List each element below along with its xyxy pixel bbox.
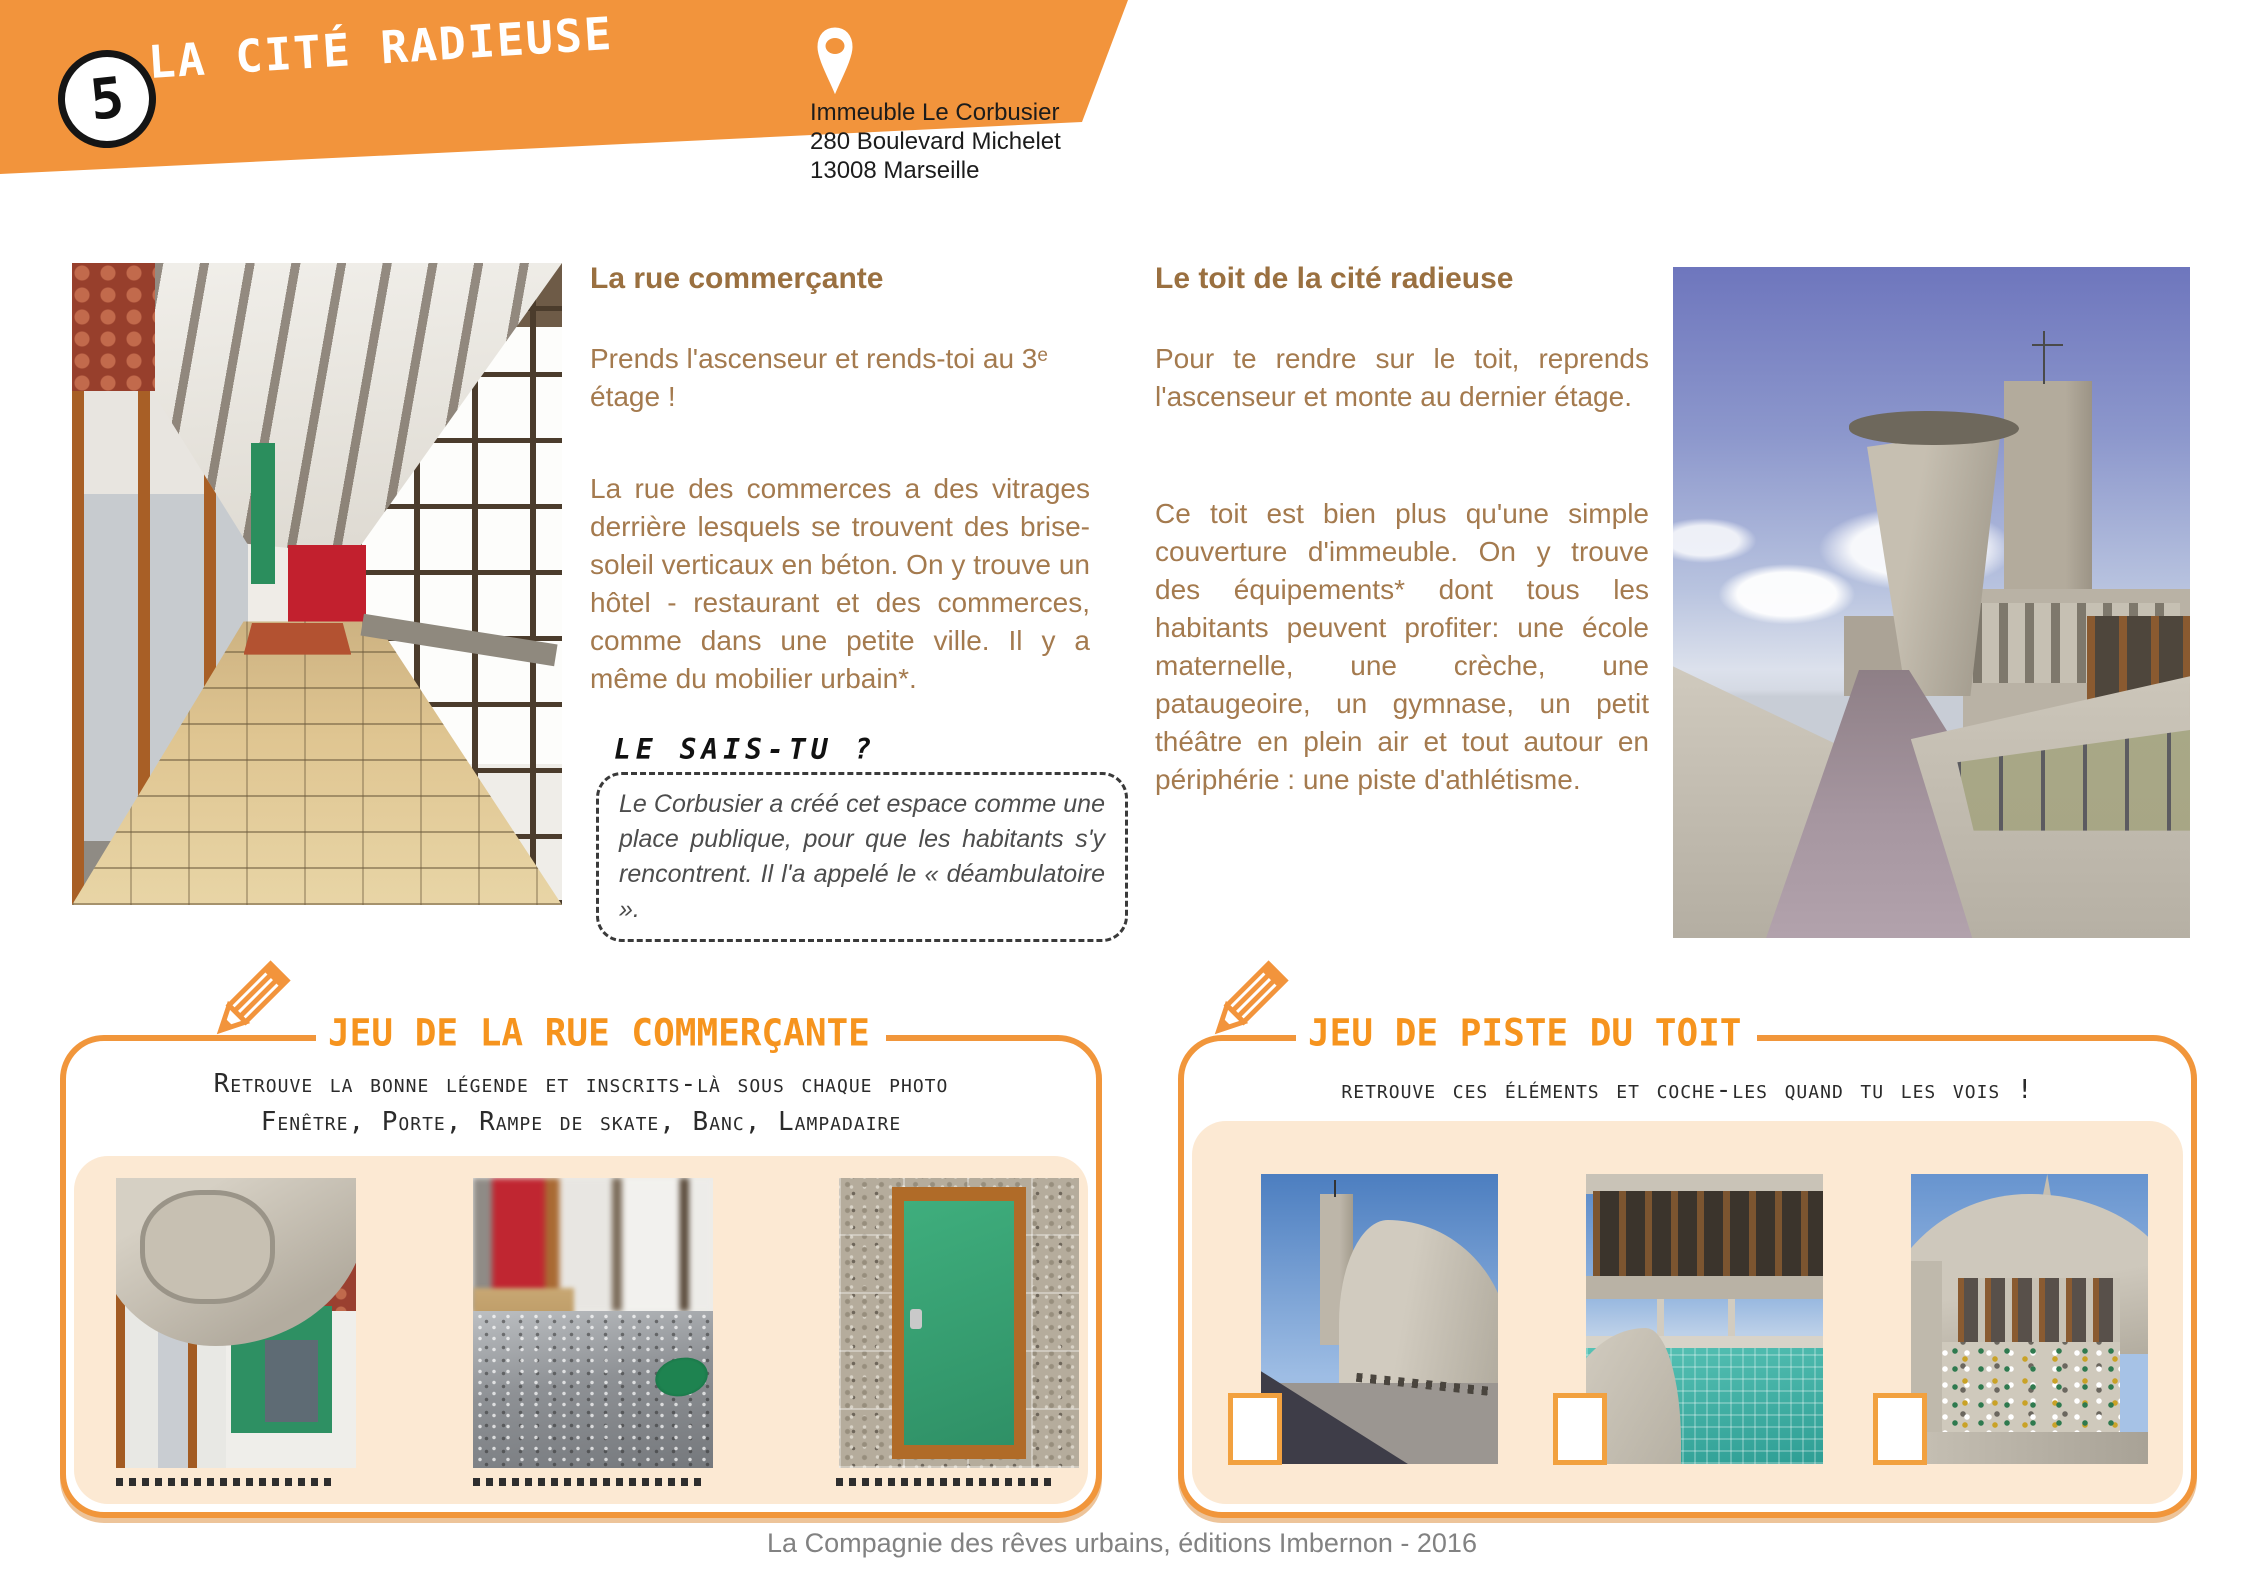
street-game-box bbox=[60, 1011, 1102, 1518]
mosaic-wall bbox=[1942, 1342, 2120, 1435]
roof-paragraph-1: Pour te rendre sur le toit, reprends l'ascenseur et monte au dernier étage. bbox=[1155, 343, 1649, 412]
antenna bbox=[1334, 1180, 1336, 1197]
street-game-instruction-2: Fenêtre, Porte, Rampe de skate, Banc, Lampadaire bbox=[260, 1107, 902, 1137]
did-you-know-title: LE SAIS-TU ? bbox=[614, 733, 877, 766]
antenna bbox=[2043, 331, 2045, 385]
answer-line-1[interactable] bbox=[116, 1478, 334, 1486]
street-game-photo-door bbox=[839, 1178, 1079, 1468]
rooftop-photo bbox=[1673, 267, 2190, 938]
brick-pattern bbox=[72, 263, 155, 391]
funnel-lip bbox=[1849, 411, 2020, 445]
gray-door bbox=[265, 1340, 318, 1421]
checkbox-3[interactable] bbox=[1873, 1393, 1927, 1465]
checkbox-2[interactable] bbox=[1553, 1393, 1607, 1465]
green-panel bbox=[251, 443, 276, 584]
roof-paragraph-2: Ce toit est bien plus qu'une simple couverture d'immeuble. On y trouve des équipements* dont tous les habitants peuvent profiter: une école maternelle, une crèche, une pataugeoire, un gymnase, un petit théâtre en plein air et tout autour en périphérie : une piste d'athlétisme. bbox=[1155, 498, 1649, 795]
pencil-icon bbox=[198, 955, 296, 1053]
street-game-photo-bench bbox=[473, 1178, 713, 1468]
street-paragraph-1: Prends l'ascenseur et rends-toi au 3ᵉ étage ! bbox=[590, 343, 1048, 412]
corridor-photo bbox=[72, 263, 562, 905]
floor-slab bbox=[1586, 1276, 1823, 1299]
window-band bbox=[1958, 1278, 2119, 1342]
address-name: Immeuble Le Corbusier bbox=[810, 99, 1060, 126]
door-handle bbox=[910, 1309, 922, 1329]
ground bbox=[1911, 1432, 2148, 1464]
roof-game-title: JEU DE PISTE DU TOIT bbox=[1296, 1012, 1757, 1068]
did-you-know-box: Le Corbusier a créé cet espace comme une place publique, pour que les habitants s'y rencontrent. Il l'a appelé le « déambulatoire ». bbox=[596, 772, 1128, 942]
concrete-cap bbox=[140, 1190, 275, 1304]
antenna-crossbar bbox=[2032, 344, 2063, 346]
step-number: 5 bbox=[86, 64, 128, 134]
roof-game-photo-school bbox=[1911, 1174, 2148, 1464]
roof-game-instruction: retrouve ces éléments et coche-les quand tu les vois ! bbox=[1341, 1075, 2034, 1105]
footer-credit: La Compagnie des rêves urbains, éditions Imbernon - 2016 bbox=[767, 1528, 1477, 1558]
street-game-photo-lamp bbox=[116, 1178, 356, 1468]
checkbox-1[interactable] bbox=[1228, 1393, 1282, 1465]
map-pin-icon bbox=[812, 22, 858, 106]
street-game-title: JEU DE LA RUE COMMERÇANTE bbox=[316, 1012, 886, 1068]
street-heading: La rue commerçante bbox=[590, 262, 884, 295]
address-street: 280 Boulevard Michelet bbox=[810, 128, 1061, 155]
address-city: 13008 Marseille bbox=[810, 157, 980, 184]
roof-game-box bbox=[1178, 1011, 2197, 1518]
page-title: LA CITÉ RADIEUSE bbox=[146, 6, 615, 89]
roof-game-photo-pool bbox=[1586, 1174, 1823, 1464]
pencil-icon bbox=[1196, 955, 1294, 1053]
address-block bbox=[810, 98, 1061, 185]
answer-line-2[interactable] bbox=[473, 1478, 705, 1486]
roof-heading: Le toit de la cité radieuse bbox=[1155, 262, 1514, 295]
glazed-band bbox=[1593, 1191, 1823, 1278]
street-game-instruction-1: Retrouve la bonne légende et inscrits-là sous chaque photo bbox=[213, 1069, 949, 1099]
street-paragraph-2: La rue des commerces a des vitrages derrière lesquels se trouvent des brise-soleil verticaux en béton. On y trouve un hôtel - restaurant et des commerces, comme dans une petite ville. Il y a même du mobilier urbain*. bbox=[590, 473, 1090, 694]
terracotta-strip bbox=[244, 623, 352, 655]
answer-line-3[interactable] bbox=[836, 1478, 1056, 1486]
roof-game-photo-gym bbox=[1261, 1174, 1498, 1464]
